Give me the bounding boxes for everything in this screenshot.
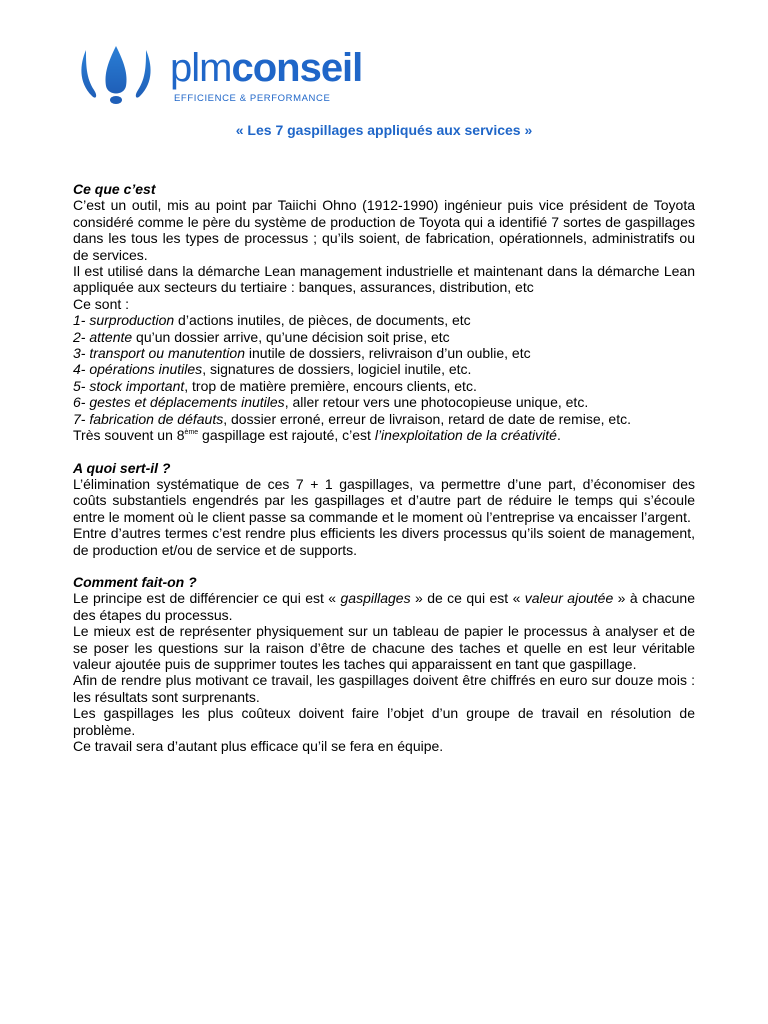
list-item: 1- surproduction d’actions inutiles, de pièces, de documents, etc <box>73 312 471 329</box>
paragraph: Ce travail sera d’autant plus efficace qu’il se fera en équipe. <box>73 738 444 754</box>
paragraph: L’élimination systématique de ces 7 + 1 gaspillages, va permettre d’une part, d’économiser des coûts substantiels engendrés par les gaspillages et d’autre part de réduire le temps qui s’écoule entre le moment où le client passe sa commande et le moment où l’entreprise va encaisser l’argent. <box>73 475 695 525</box>
paragraph: C’est un outil, mis au point par Taiichi Ohno (1912-1990) ingénieur puis vice président de Toyota considéré comme le père du système de production de Toyota qui a identifié 7 sortes de gaspillages dans les tous les types de processus ; qu’ils soient, de fabrication, opérationnels, administratifs ou de services. <box>73 197 695 263</box>
list-intro: Ce sont : <box>73 295 130 312</box>
section-heading-what: Ce que c’est <box>73 181 156 197</box>
company-logo <box>78 44 363 106</box>
list-item: 4- opérations inutiles, signatures de dossiers, logiciel inutile, etc. <box>73 361 472 378</box>
section-heading-purpose: A quoi sert-il ? <box>73 459 171 476</box>
paragraph: Le mieux est de représenter physiquement sur un tableau de papier le processus à analyser et de se poser les questions sur la raison d’être de chacune des taches et quelle en est leur véritable valeur ajoutée puis de supprimer toutes les taches qui apparaissent en tant que gaspillage. <box>73 623 695 672</box>
paragraph: Afin de rendre plus motivant ce travail, les gaspillages doivent être chiffrés en euro sur douze mois : les résultats sont surprenants. <box>73 672 695 705</box>
paragraph: Il est utilisé dans la démarche Lean management industrielle et maintenant dans la démarche Lean appliquée aux secteurs du tertiaire : banques, assurances, distribution, etc <box>73 263 695 296</box>
list-item: 3- transport ou manutention inutile de dossiers, relivraison d’un oublie, etc <box>73 345 531 362</box>
paragraph: Entre d’autres termes c’est rendre plus efficients les divers processus qu’ils soient de management, de production et/ou de service et de supports. <box>73 525 695 558</box>
section-heading-how: Comment fait-on ? <box>73 573 197 590</box>
list-item: 6- gestes et déplacements inutiles, aller retour vers une photocopieuse unique, etc. <box>73 394 589 411</box>
list-item: 2- attente qu’un dossier arrive, qu’une décision soit prise, etc <box>73 328 450 345</box>
paragraph: Le principe est de différencier ce qui est « gaspillages » de ce qui est « valeur ajoutée » à chacune des étapes du processus. <box>73 590 695 623</box>
list-item: 7- fabrication de défauts, dossier erroné, erreur de livraison, retard de date de remise, etc. <box>73 410 631 427</box>
document-title: « Les 7 gaspillages appliqués aux services » <box>235 122 533 138</box>
waste-list <box>73 312 695 427</box>
paragraph: Les gaspillages les plus coûteux doivent faire l’objet d’un groupe de travail en résolution de problème. <box>73 705 695 738</box>
logo-tagline: EFFICIENCE & PERFORMANCE <box>174 93 331 104</box>
logo-wordmark: plmconseil <box>170 46 363 90</box>
list-item: 5- stock important, trop de matière première, encours clients, etc. <box>73 377 477 394</box>
eighth-waste-line: Très souvent un 8ème gaspillage est rajouté, c’est l’inexploitation de la créativité. <box>73 427 561 444</box>
drops-logo-icon <box>78 44 168 106</box>
document-body <box>73 181 695 754</box>
